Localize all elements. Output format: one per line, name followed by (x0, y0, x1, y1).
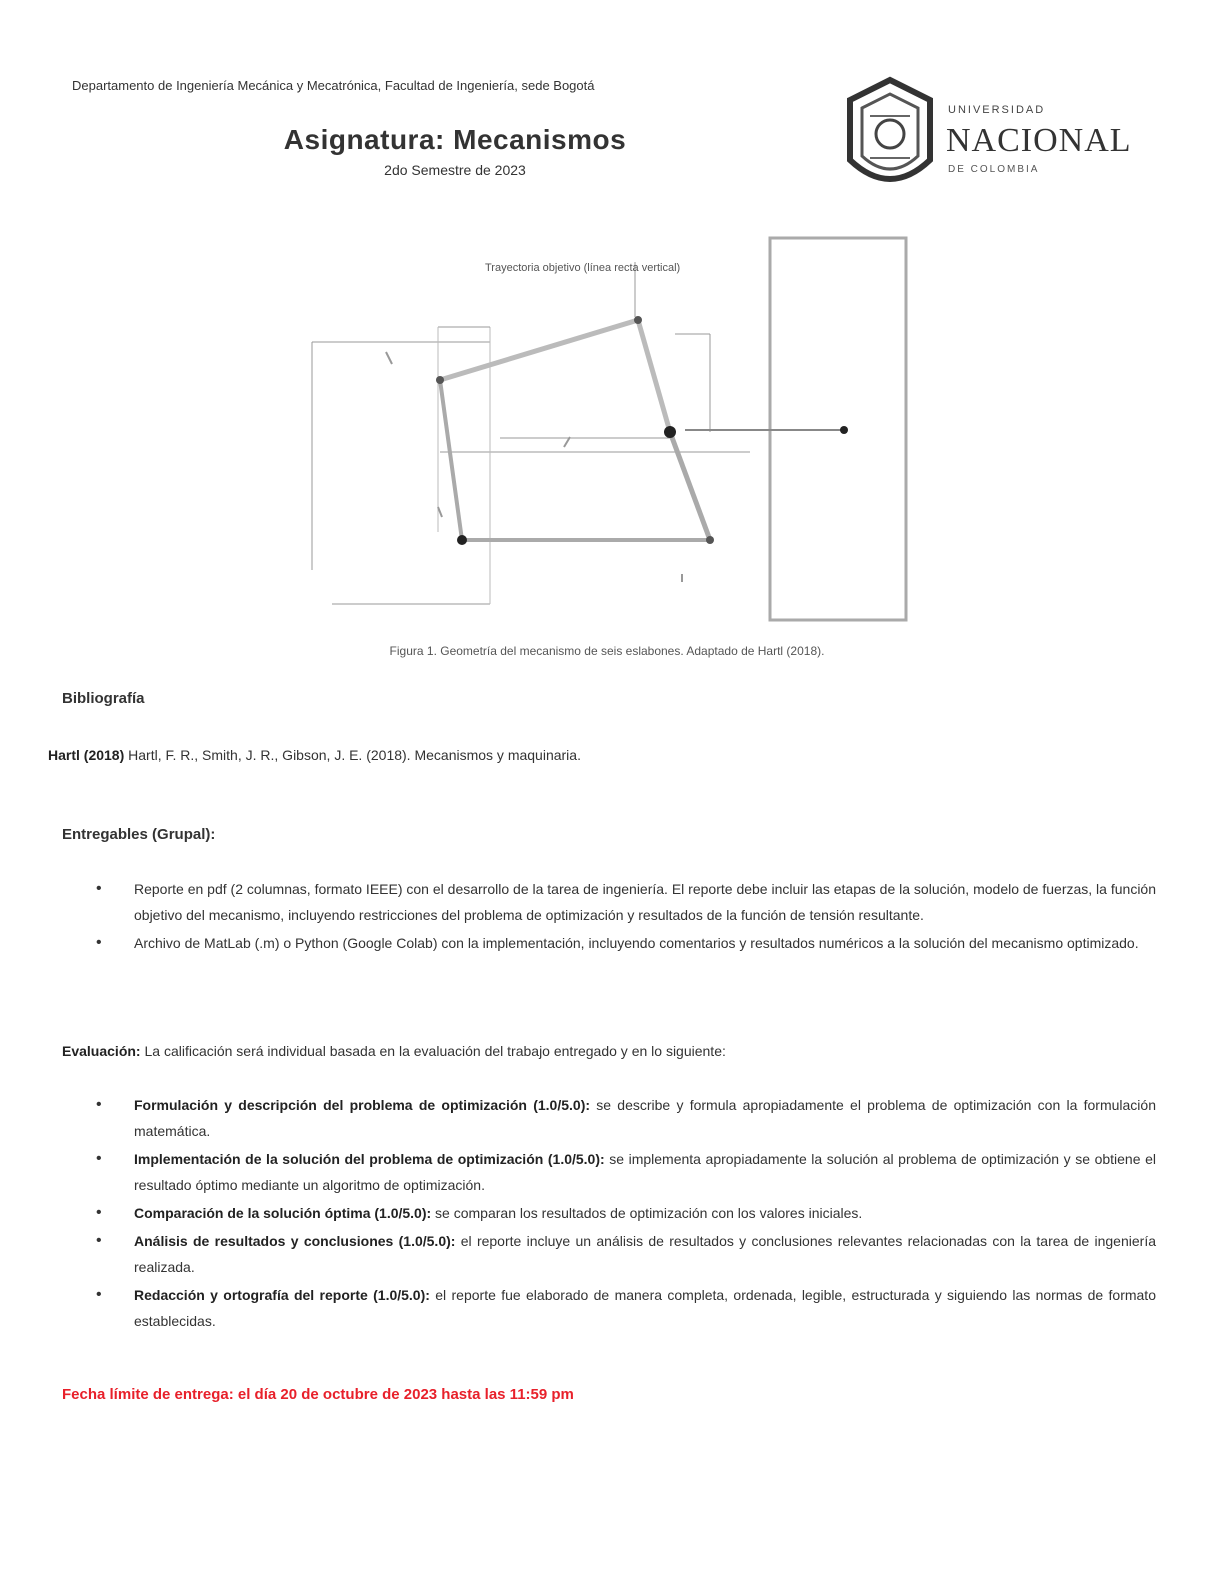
evaluation-list (96, 1092, 1156, 1336)
semester-subtitle: 2do Semestre de 2023 (384, 162, 526, 178)
course-title: Asignatura: Mecanismos (283, 124, 627, 155)
figure-caption: Figura 1. Geometría del mecanismo de seis eslabones. Adaptado de Hartl (2018). (389, 644, 825, 658)
mechanism-figure (290, 232, 930, 632)
coupler-link (440, 320, 638, 380)
criterion-title: Redacción y ortografía del reporte (1.0/5.0): (134, 1287, 430, 1303)
logo-line-2: NACIONAL (946, 122, 1132, 159)
evaluation-label: Evaluación: (62, 1043, 141, 1059)
evaluation-item (96, 1282, 1156, 1334)
evaluation-text: La calificación será individual basada en la evaluación del trabajo entregado y en lo siguiente: (144, 1043, 726, 1059)
criterion-title: Formulación y descripción del problema de optimización (1.0/5.0): (134, 1097, 591, 1113)
deliverables-heading: Entregables (Grupal): (62, 826, 216, 843)
mechanism-diagram (290, 232, 930, 632)
criterion-title: Comparación de la solución óptima (1.0/5.0): (134, 1205, 432, 1221)
department-line: Departamento de Ingeniería Mecánica y Mecatrónica, Facultad de Ingeniería, sede Bogotá (72, 78, 595, 93)
figure-top-label: Trayectoria objetivo (línea recta vertical) (485, 262, 681, 274)
criterion-description: se comparan los resultados de optimización con los valores iniciales. (431, 1205, 863, 1221)
criterion-description: se describe y formula apropiadamente el problema de optimización con la formulación matemática. (134, 1097, 1156, 1139)
criterion-description: el reporte fue elaborado de manera completa, ordenada, legible, estructurada y siguiendo las normas de formato establecidas. (134, 1287, 1156, 1329)
logo-line-3: DE COLOMBIA (948, 164, 1040, 175)
output-link (670, 432, 710, 540)
bibliography-entry-key: Hartl (2018) (48, 747, 125, 763)
deliverables-list (96, 876, 1156, 958)
logo-line-1: UNIVERSIDAD (948, 104, 1046, 116)
criterion-description: el reporte incluye un análisis de resultados y conclusiones relevantes relacionadas con la tarea de ingeniería realizada. (134, 1233, 1156, 1275)
bibliography-heading: Bibliografía (62, 690, 145, 707)
tracer-point (840, 426, 848, 434)
criterion-title: Implementación de la solución del problema de optimización (1.0/5.0): (134, 1151, 605, 1167)
evaluation-item (96, 1228, 1156, 1280)
bibliography-entry-text: Hartl, F. R., Smith, J. R., Gibson, J. E. (2018). Mecanismos y maquinaria. (128, 747, 581, 763)
evaluation-item (96, 1200, 1156, 1226)
deliverable-item: • Reporte en pdf (2 columnas, formato IEEE) con el desarrollo de la tarea de ingeniería. El reporte debe incluir las etapas de la solución, modelo de fuerzas, la función objetivo del mecanismo, incluyendo restricciones del problema de optimización y resultados de la función de tensión resultante. (96, 876, 1156, 928)
criterion-description: se implementa apropiadamente la solución al problema de optimización y se obtiene el resultado óptimo mediante un algoritmo de optimización. (134, 1151, 1156, 1193)
rocker-link (638, 320, 670, 432)
deliverable-item: • Archivo de MatLab (.m) o Python (Google Colab) con la implementación, incluyendo comentarios y resultados numéricos a la solución del mecanismo optimizado. (96, 930, 1156, 956)
evaluation-intro (62, 1038, 1152, 1064)
criterion-title: Análisis de resultados y conclusiones (1.0/5.0): (134, 1233, 456, 1249)
deadline-notice: Fecha límite de entrega: el día 20 de octubre de 2023 hasta las 11:59 pm (62, 1386, 574, 1403)
evaluation-item (96, 1092, 1156, 1144)
evaluation-item (96, 1146, 1156, 1198)
university-logo (840, 70, 1150, 200)
input-crank (440, 380, 462, 540)
bibliography-entry (48, 742, 748, 768)
